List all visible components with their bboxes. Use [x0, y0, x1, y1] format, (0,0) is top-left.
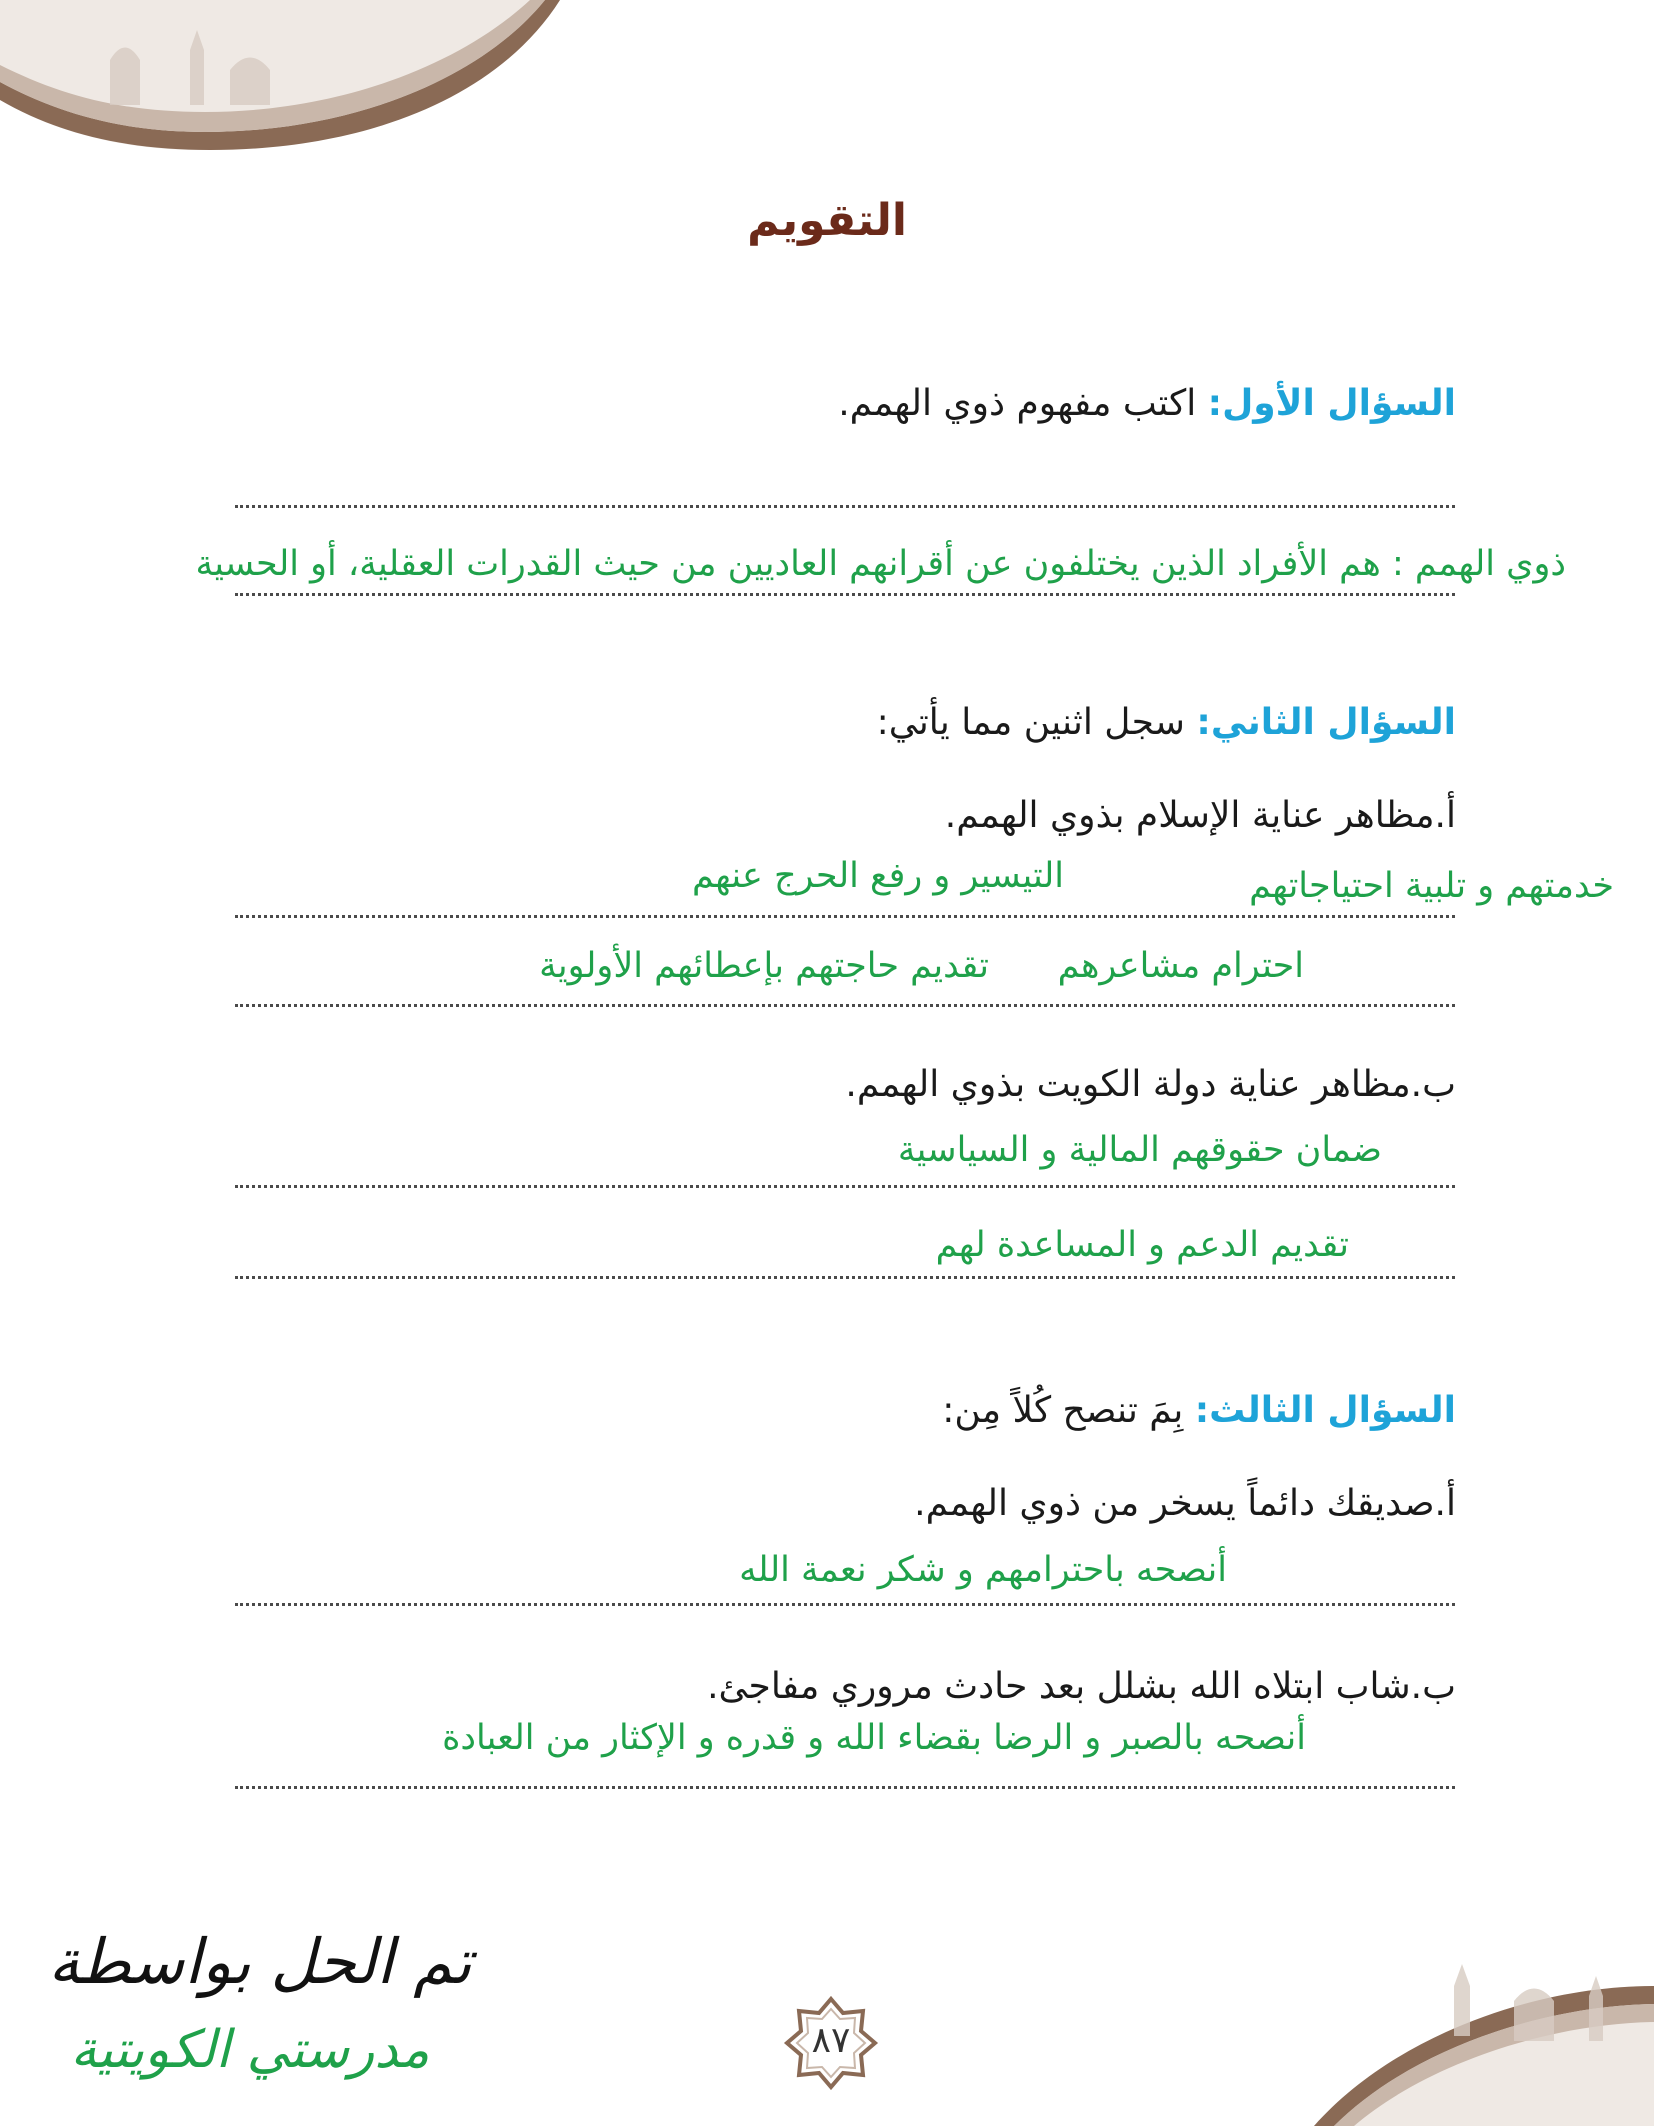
question-2a-answer-3: احترام مشاعرهم	[1057, 946, 1304, 986]
question-2-text: سجل اثنين مما يأتي:	[876, 702, 1197, 743]
answer-line	[235, 1276, 1455, 1279]
question-3b-answer: أنصحه بالصبر و الرضا بقضاء الله و قدره و الإكثار من العبادة	[442, 1718, 1306, 1758]
answer-line	[235, 915, 1455, 918]
question-2a-text: أ.مظاهر عناية الإسلام بذوي الهمم.	[944, 795, 1456, 836]
top-corner-ornament	[0, 0, 600, 180]
question-1-answer: ذوي الهمم : هم الأفراد الذين يختلفون عن أقرانهم العاديين من حيث القدرات العقلية، أو الحسية	[195, 544, 1566, 584]
question-1	[256, 383, 1456, 424]
answer-line	[235, 1004, 1455, 1007]
question-2a-answer-2: التيسير و رفع الحرج عنهم	[691, 856, 1064, 896]
question-3-label: السؤال الثالث:	[1194, 1390, 1456, 1431]
page-title: التقويم	[747, 195, 907, 246]
question-2-label: السؤال الثاني:	[1196, 702, 1456, 743]
question-3	[256, 1390, 1456, 1431]
signature-line-2: مدرستي الكويتية	[70, 2020, 430, 2080]
question-3-text: بِمَ تنصح كُلاً مِن:	[942, 1390, 1195, 1431]
question-2b-text: ب.مظاهر عناية دولة الكويت بذوي الهمم.	[845, 1064, 1456, 1105]
page-number: ٨٧	[811, 2020, 851, 2061]
answer-line	[235, 505, 1455, 508]
bottom-corner-ornament	[1194, 1946, 1654, 2126]
question-1-text: اكتب مفهوم ذوي الهمم.	[838, 383, 1208, 424]
signature-line-1: تم الحل بواسطة	[48, 1925, 472, 1998]
question-2a-answer-1: خدمتهم و تلبية احتياجاتهم	[1249, 866, 1614, 906]
question-2	[256, 702, 1456, 743]
answer-line	[235, 593, 1455, 596]
answer-line	[235, 1786, 1455, 1789]
question-3a-text: أ.صديقك دائماً يسخر من ذوي الهمم.	[914, 1483, 1456, 1524]
question-3a-answer: أنصحه باحترامهم و شكر نعمة الله	[739, 1550, 1227, 1590]
question-2b-answer-2: تقديم الدعم و المساعدة لهم	[935, 1225, 1349, 1265]
answer-line	[235, 1603, 1455, 1606]
question-3b-text: ب.شاب ابتلاه الله بشلل بعد حادث مروري مفاجئ.	[707, 1666, 1456, 1707]
answer-line	[235, 1185, 1455, 1188]
question-1-label: السؤال الأول:	[1207, 383, 1456, 424]
question-2b-answer-1: ضمان حقوقهم المالية و السياسية	[897, 1130, 1382, 1170]
question-2a-answer-4: تقديم حاجتهم بإعطائهم الأولوية	[539, 946, 989, 986]
